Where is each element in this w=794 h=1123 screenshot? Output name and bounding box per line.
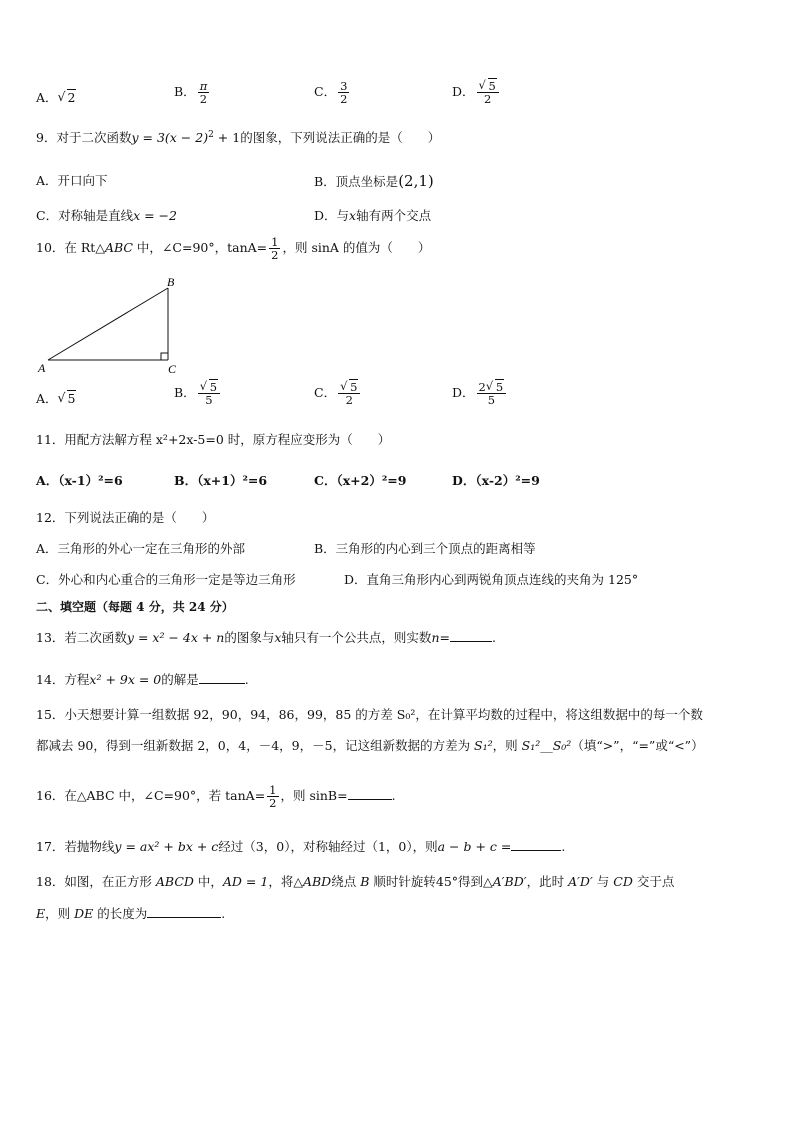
answer-blank[interactable] — [511, 838, 561, 851]
q15-line2: 都减去 90，得到一组新数据 2，0，4，－4，9，－5，记这组新数据的方差为 S₁²，则 S₁²__S₀²（填“>”，“=”或“<”） — [36, 738, 704, 753]
side-ab — [48, 288, 168, 360]
vertex-label-b: B — [167, 276, 175, 289]
q9-option-c: C．对称轴是直线x = −2 — [36, 208, 177, 223]
q9-stem: 9．对于二次函数$y = 3(x - 2)^2 + 1$的图象，下列说法正确的是（ ） — [36, 129, 441, 145]
q12-option-c: C．外心和内心重合的三角形一定是等边三角形 — [36, 572, 296, 587]
q14-stem: 14．方程x² + 9x = 0的解是 . — [36, 672, 249, 687]
q18-line1: 18．如图，在正方形 ABCD 中，AD = 1，将△ABD绕点 B 顺时针旋转45°得到△A′BD′，此时 A′D′ 与 CD 交于点 — [36, 874, 675, 889]
fraction: $\frac{1}{2}$ — [269, 783, 277, 810]
q12-option-d: D．直角三角形内心到两锐角顶点连线的夹角为 125° — [344, 572, 639, 587]
right-triangle-figure — [36, 276, 186, 376]
q8-option-c: C． $\frac{3}{2}$ — [314, 79, 348, 106]
right-angle-mark — [161, 353, 168, 360]
fraction: $\frac{\pi}{2}$ — [199, 79, 208, 106]
q8-option-b: B． $\frac{\pi}{2}$ — [174, 79, 208, 106]
q10-stem: 10．在 Rt△ABC 中，∠C=90°，tanA= $\frac{1}{2}$ ，则 sinA 的值为（ ） — [36, 235, 431, 262]
q13-stem: 13．若二次函数y = x² − 4x + n的图象与x轴只有一个公共点，则实数n= . — [36, 630, 496, 645]
q12-option-a: A．三角形的外心一定在三角形的外部 — [36, 541, 246, 556]
section-title: 二、填空题（每题 4 分，共 24 分） — [36, 600, 234, 614]
q18-line2: E，则 DE 的长度为 . — [36, 906, 226, 921]
fraction: $\frac{3}{2}$ — [340, 79, 348, 106]
q11-stem: 11．用配方法解方程 x²+2x-5=0 时，原方程应变形为（ ） — [36, 432, 391, 447]
q10-option-d: D． $\frac{2√ 5}{5}$ — [452, 381, 508, 406]
q9-option-b: B．顶点坐标是(2,1) — [314, 172, 434, 190]
sqrt-symbol: √ 2 — [58, 90, 77, 106]
q15-line1: 15．小天想要计算一组数据 92，90，94，86，99，85 的方差 S₀²，在计算平均数的过程中，将这组数据中的每一个数 — [36, 707, 703, 722]
fraction: $\frac{1}{2}$ — [271, 235, 279, 262]
q12-option-b: B．三角形的内心到三个顶点的距离相等 — [314, 541, 536, 556]
answer-blank[interactable] — [147, 905, 221, 918]
q8-option-a: A．√ 2 — [36, 90, 76, 106]
q9-option-d: D．与x轴有两个交点 — [314, 208, 432, 223]
vertex-label-c: C — [168, 362, 177, 376]
vertex-label-a: A — [38, 361, 46, 375]
q11-option-a: A．（x-1）²=6 — [36, 473, 123, 488]
answer-blank[interactable] — [199, 671, 245, 684]
q10-option-a: A．√ 5 — [36, 391, 76, 407]
answer-blank[interactable]: __ — [540, 738, 553, 753]
fraction: √ $\frac{5}{2}$ — [477, 80, 499, 105]
q9-option-a: A．开口向下 — [36, 173, 108, 188]
q10-option-b: B． √ $\frac{5}{5}$ — [174, 381, 222, 406]
q8-option-d: D． √ $\frac{5}{2}$ — [452, 80, 501, 105]
q10-option-c: C． √ $\frac{5}{2}$ — [314, 381, 362, 406]
answer-blank[interactable] — [348, 787, 392, 800]
q11-option-d: D．（x-2）²=9 — [452, 473, 540, 488]
answer-blank[interactable] — [450, 629, 492, 642]
q11-option-c: C．（x+2）²=9 — [314, 473, 407, 488]
q17-stem: 17．若抛物线y = ax² + bx + c经过（3，0），对称轴经过（1，0），则a − b + c = . — [36, 839, 566, 854]
q16-stem: 16．在△ABC 中，∠C=90°，若 tanA= $\frac{1}{2}$ ，则 sinB= . — [36, 783, 396, 810]
q11-option-b: B．（x+1）²=6 — [174, 473, 268, 488]
q12-stem: 12．下列说法正确的是（ ） — [36, 510, 215, 525]
